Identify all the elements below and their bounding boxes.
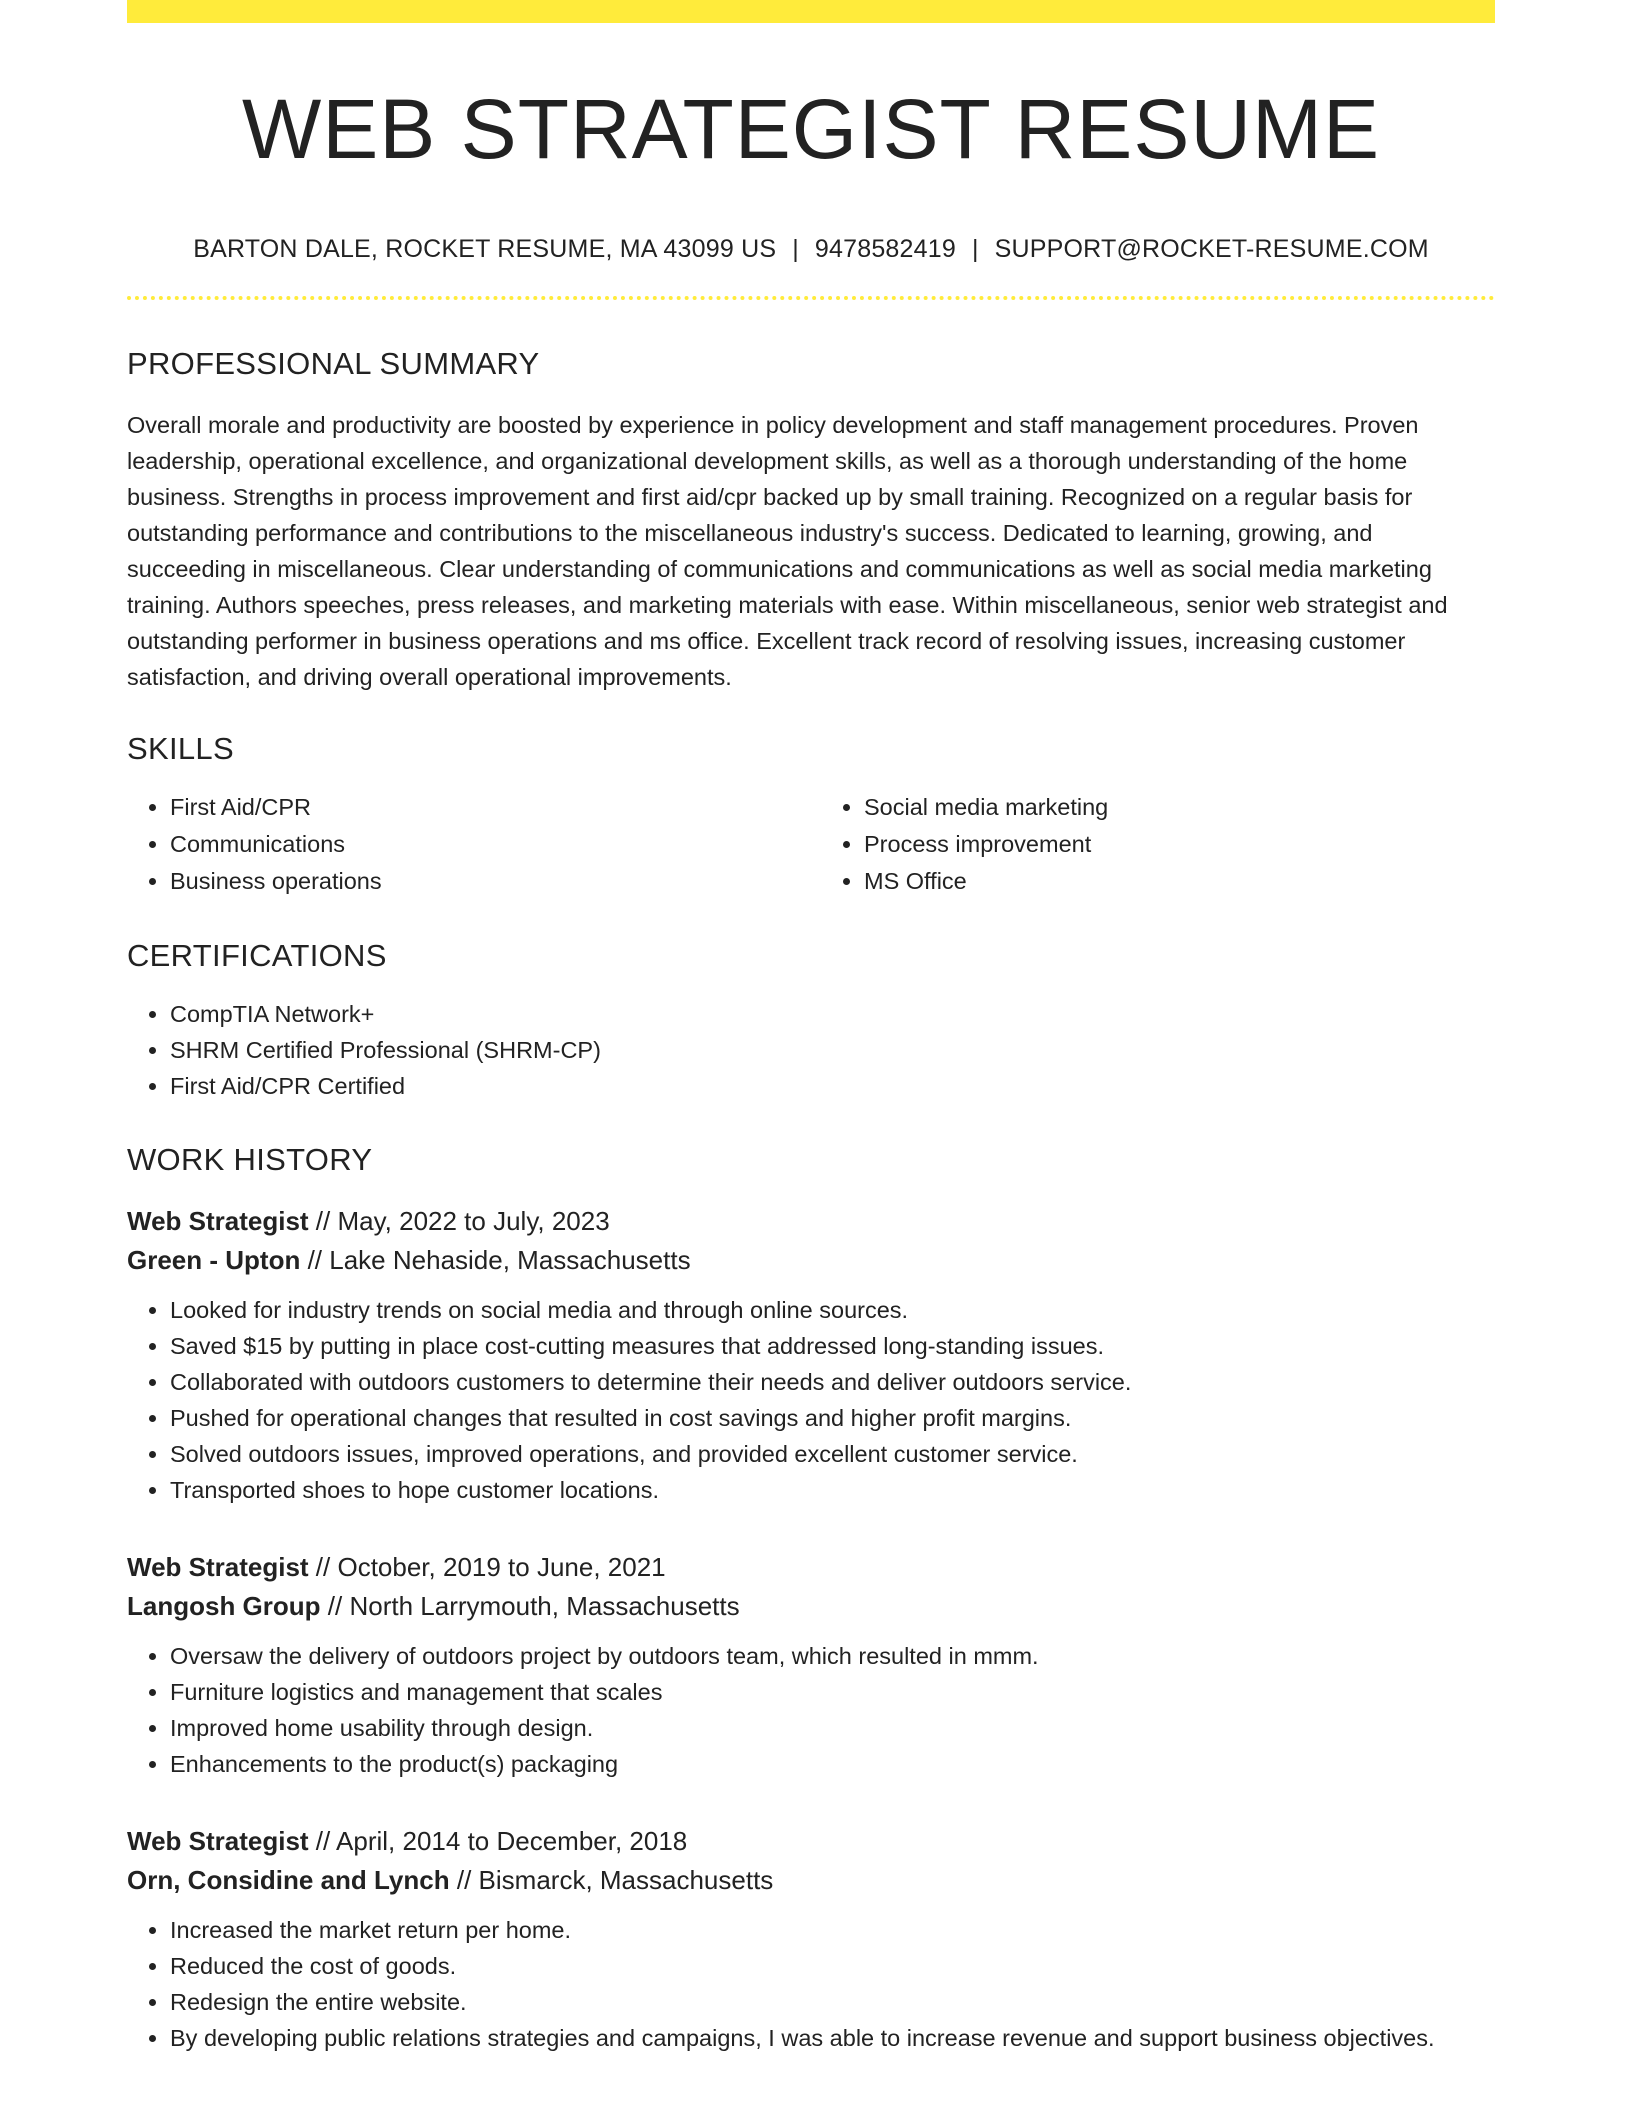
skill-item: • Communications <box>170 826 801 863</box>
skills-list-left <box>127 789 801 900</box>
job-title-line <box>127 1202 1495 1241</box>
job-bullet: • Improved home usability through design. <box>170 1710 1495 1746</box>
certifications-list <box>127 996 1495 1104</box>
job-company-line <box>127 1587 1495 1626</box>
resume-page <box>127 0 1495 2056</box>
job-separator: // <box>327 1591 343 1622</box>
job-title: Web Strategist <box>127 1552 309 1583</box>
job-bullet: • Solved outdoors issues, improved operations, and provided excellent customer service. <box>170 1436 1495 1472</box>
job-entry <box>127 1202 1495 1508</box>
contact-separator: | <box>792 235 799 264</box>
job-separator: // <box>315 1826 331 1857</box>
certifications-heading: CERTIFICATIONS <box>127 938 387 974</box>
certification-item: • First Aid/CPR Certified <box>170 1068 1495 1104</box>
job-company: Green - Upton <box>127 1245 301 1276</box>
job-bullet: • Oversaw the delivery of outdoors project by outdoors team, which resulted in mmm. <box>170 1638 1495 1674</box>
top-accent-bar <box>127 0 1495 23</box>
job-title-line <box>127 1822 1495 1861</box>
skills-grid <box>127 789 1495 900</box>
certification-item: • CompTIA Network+ <box>170 996 1495 1032</box>
job-bullets <box>127 1638 1495 1782</box>
contact-line <box>127 235 1495 264</box>
job-company-line <box>127 1241 1495 1280</box>
job-location: Bismarck, Massachusetts <box>478 1865 774 1896</box>
job-dates: May, 2022 to July, 2023 <box>337 1206 610 1237</box>
dotted-divider <box>127 296 1495 300</box>
skill-item: • First Aid/CPR <box>170 789 801 826</box>
job-entry <box>127 1822 1495 2056</box>
work-history-heading: WORK HISTORY <box>127 1142 373 1178</box>
job-location: Lake Nehaside, Massachusetts <box>329 1245 691 1276</box>
job-entry <box>127 1548 1495 1782</box>
job-bullet: • Redesign the entire website. <box>170 1984 1495 2020</box>
contact-separator: | <box>971 235 979 264</box>
certification-item: • SHRM Certified Professional (SHRM-CP) <box>170 1032 1495 1068</box>
job-separator: // <box>307 1245 323 1276</box>
skill-item: • Business operations <box>170 863 801 900</box>
skill-item: • MS Office <box>864 863 1495 900</box>
summary-text: Overall morale and productivity are boosted by experience in policy development and staff management procedures. Proven leadership, operational excellence, and organizational development skills, as well as a thorough understanding of the home business. Strengths in process improvement and first aid/cpr backed up by small training. Recognized on a regular basis for outstanding performance and contributions to the miscellaneous industry's success. Dedicated to learning, growing, and succeeding in miscellaneous. Clear understanding of communications and communications as well as social media marketing training. Authors speeches, press releases, and marketing materials with ease. Within miscellaneous, senior web strategist and outstanding performer in business operations and ms office. Excellent track record of resolving issues, increasing customer satisfaction, and driving overall operational improvements. <box>127 412 1448 691</box>
job-title: Web Strategist <box>127 1826 309 1857</box>
skills-list-right <box>821 789 1495 900</box>
skills-heading: SKILLS <box>127 731 234 767</box>
job-bullet: • Pushed for operational changes that resulted in cost savings and higher profit margins. <box>170 1400 1495 1436</box>
job-separator: // <box>315 1552 331 1583</box>
job-bullet: • Furniture logistics and management that scales <box>170 1674 1495 1710</box>
contact-address: BARTON DALE, ROCKET RESUME, MA 43099 US <box>193 235 777 264</box>
job-company: Orn, Considine and Lynch <box>127 1865 450 1896</box>
job-title: Web Strategist <box>127 1206 309 1237</box>
job-bullets <box>127 1292 1495 1508</box>
resume-title: WEB STRATEGIST RESUME <box>241 82 1381 176</box>
skill-item: • Process improvement <box>864 826 1495 863</box>
job-bullet: • Collaborated with outdoors customers to determine their needs and deliver outdoors service. <box>170 1364 1495 1400</box>
summary-heading: PROFESSIONAL SUMMARY <box>127 346 540 382</box>
job-bullet: • Reduced the cost of goods. <box>170 1948 1495 1984</box>
job-location: North Larrymouth, Massachusetts <box>349 1591 740 1622</box>
job-bullet: • By developing public relations strategies and campaigns, I was able to increase revenue and support business objectives. <box>170 2020 1495 2056</box>
job-bullet: • Transported shoes to hope customer locations. <box>170 1472 1495 1508</box>
job-company-line <box>127 1861 1495 1900</box>
job-bullet: • Enhancements to the product(s) packaging <box>170 1746 1495 1782</box>
job-separator: // <box>456 1865 472 1896</box>
contact-email: SUPPORT@ROCKET-RESUME.COM <box>994 235 1429 264</box>
job-separator: // <box>315 1206 331 1237</box>
job-bullet: • Saved $15 by putting in place cost-cutting measures that addressed long-standing issues. <box>170 1328 1495 1364</box>
job-bullet: • Looked for industry trends on social media and through online sources. <box>170 1292 1495 1328</box>
job-bullets <box>127 1912 1495 2056</box>
job-title-line <box>127 1548 1495 1587</box>
job-dates: April, 2014 to December, 2018 <box>336 1826 688 1857</box>
skill-item: • Social media marketing <box>864 789 1495 826</box>
job-dates: October, 2019 to June, 2021 <box>337 1552 666 1583</box>
contact-phone: 9478582419 <box>814 235 956 264</box>
job-company: Langosh Group <box>127 1591 321 1622</box>
job-bullet: • Increased the market return per home. <box>170 1912 1495 1948</box>
